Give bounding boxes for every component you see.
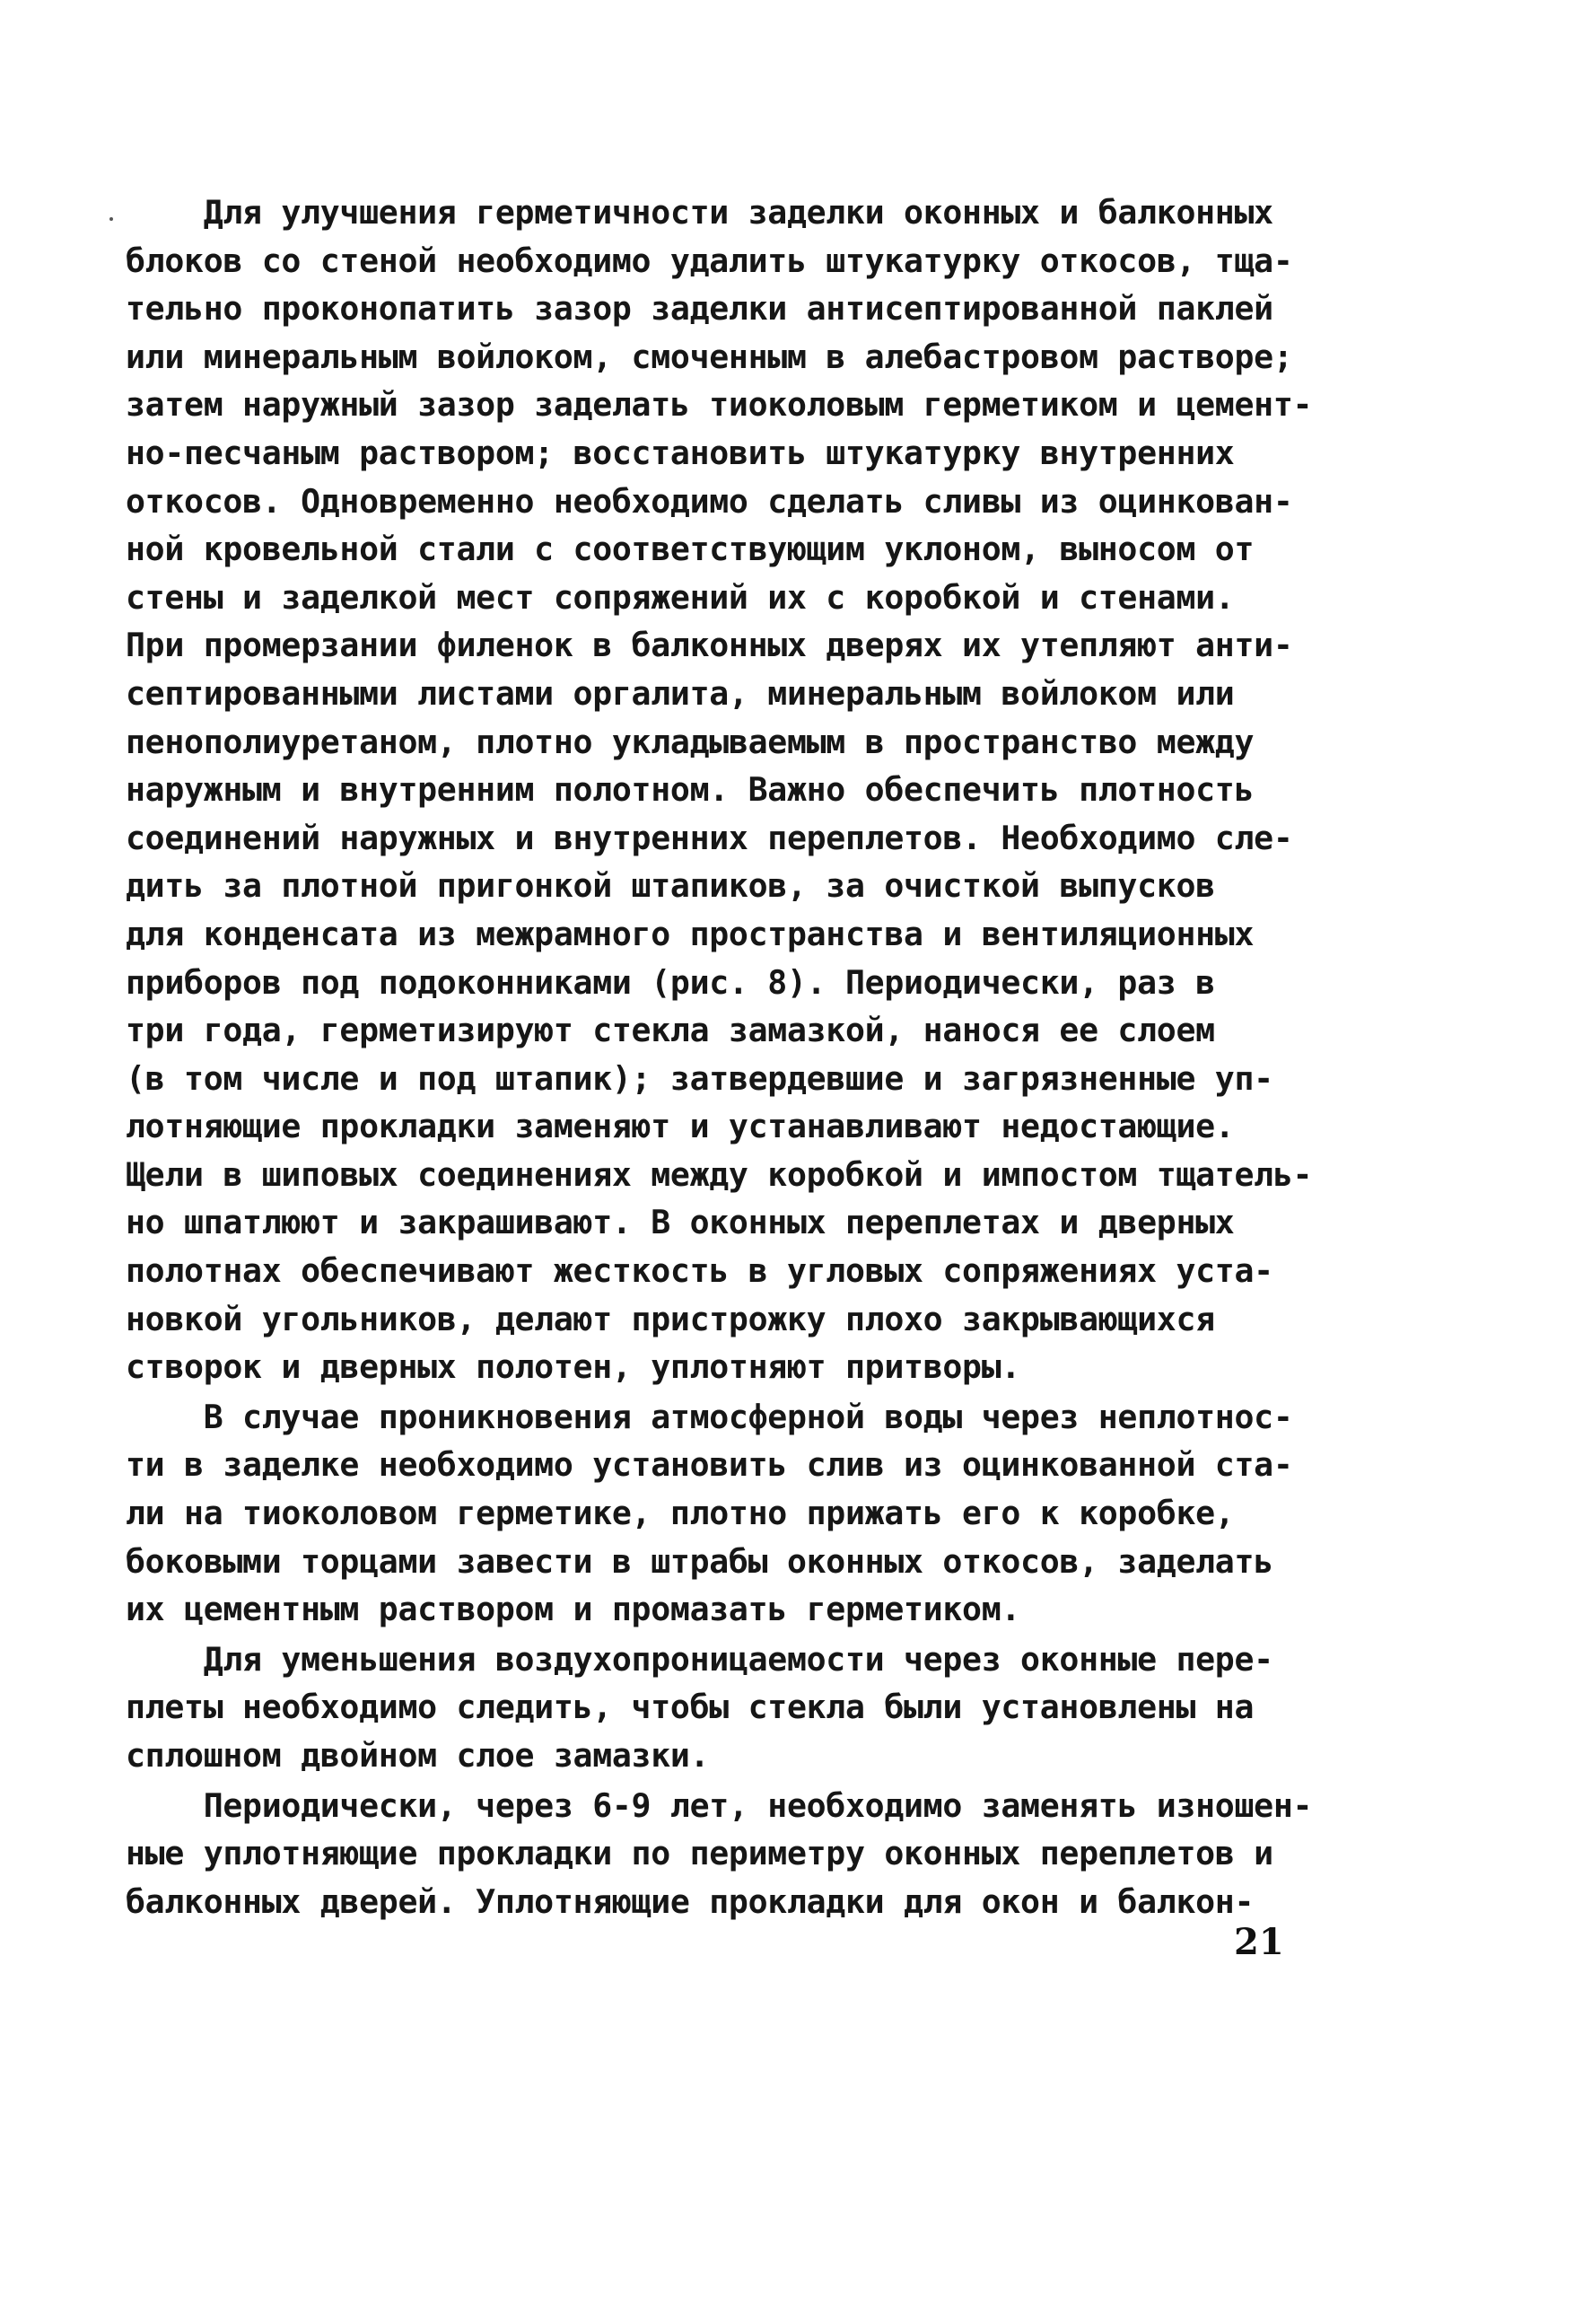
paragraph bbox=[126, 1782, 1319, 1926]
text-line: блоков со стеной необходимо удалить штукатурку откосов, тща- bbox=[126, 241, 1293, 280]
text-line: их цементным раствором и промазать герметиком. bbox=[126, 1590, 1021, 1629]
text-line: ли на тиоколовом герметике, плотно прижать его к коробке, bbox=[126, 1494, 1235, 1533]
text-line: откосов. Одновременно необходимо сделать сливы из оцинкован- bbox=[126, 481, 1293, 521]
text-line: пенополиуретаном, плотно укладываемым в пространство между bbox=[126, 722, 1255, 761]
text-line: наружным и внутренним полотном. Важно обеспечить плотность bbox=[126, 770, 1255, 810]
text-line: тельно проконопатить зазор заделки антисептированной паклей bbox=[126, 289, 1273, 329]
text-line: дить за плотной пригонкой штапиков, за очисткой выпусков bbox=[126, 866, 1215, 906]
text-line: септированными листами оргалита, минеральным войлоком или bbox=[126, 673, 1235, 713]
text-line: лотняющие прокладки заменяют и устанавливают недостающие. bbox=[126, 1107, 1235, 1146]
paragraph bbox=[126, 189, 1319, 1391]
page-number: 21 bbox=[1234, 1921, 1284, 1963]
text-line: Щели в шиповых соединениях между коробкой и импостом тщатель- bbox=[126, 1154, 1313, 1194]
text-line: для конденсата из межрамного пространства и вентиляционных bbox=[126, 914, 1255, 953]
text-line: (в том числе и под штапик); затвердевшие и загрязненные уп- bbox=[126, 1058, 1273, 1098]
text-line: затем наружный зазор заделать тиоколовым герметиком и цемент- bbox=[126, 385, 1313, 425]
text-line: полотнах обеспечивают жесткость в угловых сопряжениях уста- bbox=[126, 1251, 1273, 1291]
text-line: В случае проникновения атмосферной воды через неплотнос- bbox=[126, 1397, 1293, 1436]
text-line: створок и дверных полотен, уплотняют притворы. bbox=[126, 1347, 1021, 1387]
text-line: приборов под подоконниками (рис. 8). Периодически, раз в bbox=[126, 962, 1215, 1002]
paragraph bbox=[126, 1636, 1319, 1780]
text-line: стены и заделкой мест сопряжений их с коробкой и стенами. bbox=[126, 577, 1235, 617]
text-line: При промерзании филенок в балконных дверях их утепляют анти- bbox=[126, 626, 1293, 665]
scan-speck bbox=[109, 217, 113, 221]
paragraph bbox=[126, 1393, 1319, 1634]
text-line: три года, герметизируют стекла замазкой, нанося ее слоем bbox=[126, 1011, 1215, 1050]
text-line: или минеральным войлоком, смоченным в алебастровом растворе; bbox=[126, 337, 1293, 376]
text-line: боковыми торцами завести в штрабы оконных откосов, заделать bbox=[126, 1541, 1273, 1581]
text-line: соединений наружных и внутренних переплетов. Необходимо сле- bbox=[126, 818, 1293, 857]
text-line: новкой угольников, делают пристрожку плохо закрывающихся bbox=[126, 1299, 1215, 1338]
text-line: но шпатлюют и закрашивают. В оконных переплетах и дверных bbox=[126, 1203, 1235, 1242]
text-line: ные уплотняющие прокладки по периметру оконных переплетов и bbox=[126, 1834, 1273, 1873]
text-line: Для уменьшения воздухопроницаемости через оконные пере- bbox=[126, 1639, 1273, 1679]
text-line: ти в заделке необходимо установить слив из оцинкованной ста- bbox=[126, 1445, 1293, 1485]
text-line: балконных дверей. Уплотняющие прокладки для окон и балкон- bbox=[126, 1881, 1255, 1921]
text-line: Периодически, через 6-9 лет, необходимо заменять изношен- bbox=[126, 1785, 1313, 1825]
text-line: сплошном двойном слое замазки. bbox=[126, 1736, 710, 1775]
text-line: Для улучшения герметичности заделки оконных и балконных bbox=[126, 193, 1273, 232]
text-line: плеты необходимо следить, чтобы стекла были установлены на bbox=[126, 1688, 1255, 1727]
text-line: но-песчаным раствором; восстановить штукатурку внутренних bbox=[126, 433, 1235, 472]
body-text bbox=[126, 189, 1319, 1925]
text-line: ной кровельной стали с соответствующим уклоном, выносом от bbox=[126, 530, 1255, 569]
